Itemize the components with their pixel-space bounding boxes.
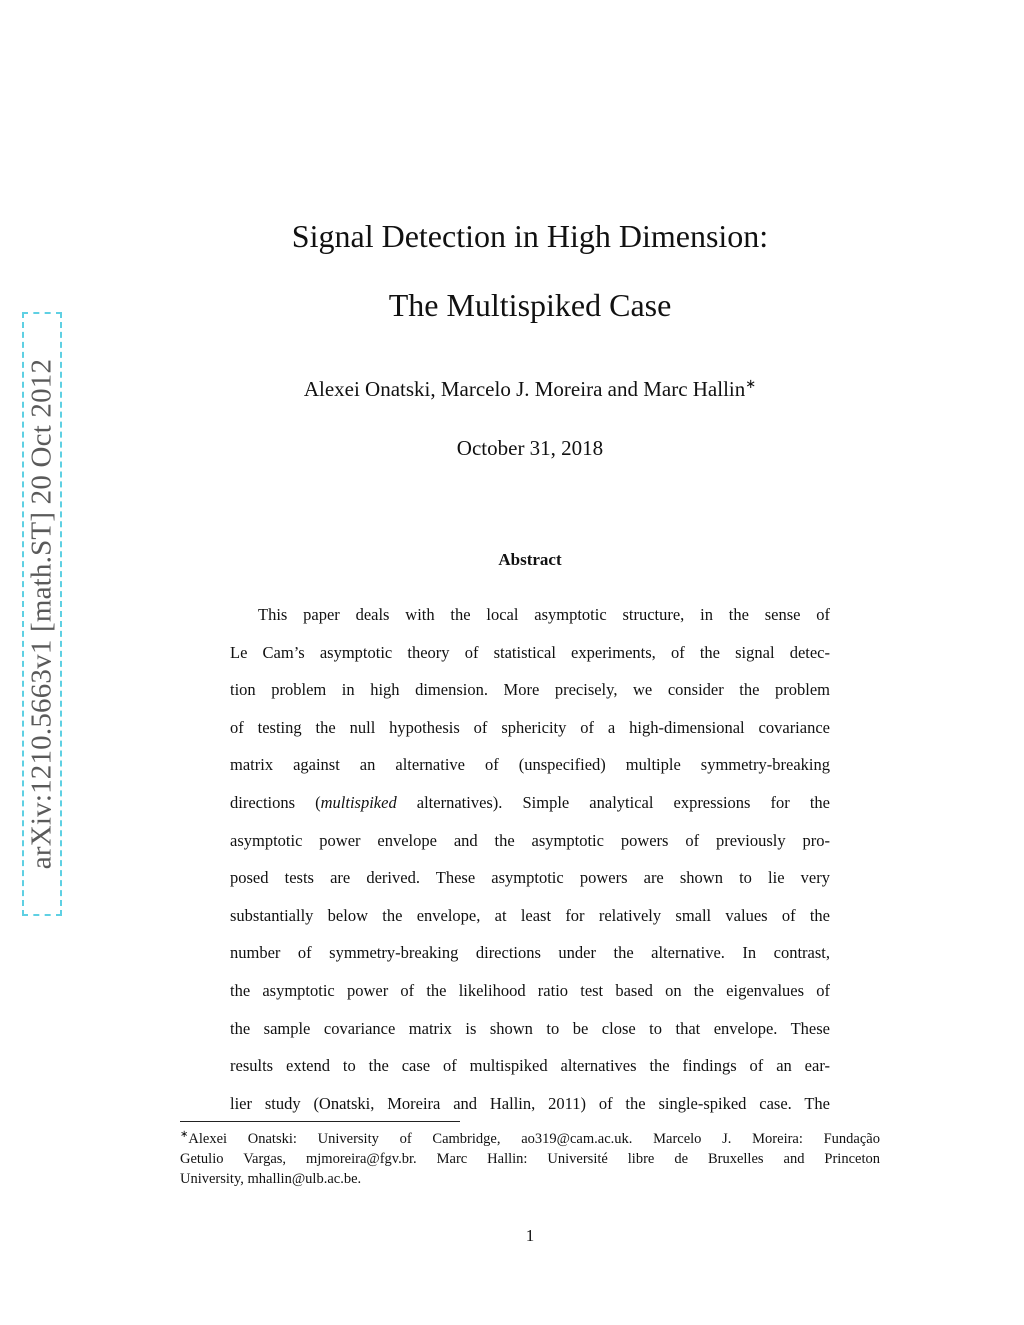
footnote-rule	[180, 1121, 460, 1122]
abstract-body	[230, 596, 830, 1122]
abstract-line: asymptotic power envelope and the asymptotic powers of previously pro-	[230, 830, 830, 850]
abstract-line-text: directions (	[230, 792, 321, 812]
abstract-emphasis: multispiked	[320, 792, 397, 812]
abstract-line-text: alternatives). Simple analytical expressions for the	[396, 792, 830, 812]
abstract-heading: Abstract	[498, 550, 562, 569]
paper-title-line-1: Signal Detection in High Dimension:	[291, 218, 769, 254]
abstract-line: lier study (Onatski, Moreira and Hallin, 2011) of the single-spiked case. The	[230, 1093, 830, 1113]
abstract-line: matrix against an alternative of (unspecified) multiple symmetry-breaking	[230, 755, 830, 775]
abstract-line: posed tests are derived. These asymptotic powers are shown to lie very	[230, 868, 830, 888]
abstract-line: number of symmetry-breaking directions under the alternative. In contrast,	[230, 943, 830, 963]
author-footnote-mark: ∗	[745, 376, 757, 391]
page-number: 1	[525, 1226, 535, 1245]
footnote-line	[180, 1125, 880, 1149]
abstract-line: results extend to the case of multispiked alternatives the findings of an ear-	[230, 1056, 830, 1076]
abstract-line: the sample covariance matrix is shown to be close to that envelope. These	[230, 1018, 830, 1038]
abstract-line: tion problem in high dimension. More precisely, we consider the problem	[230, 680, 830, 700]
author-names: Alexei Onatski, Marcelo J. Moreira and Marc Hallin	[303, 377, 746, 401]
footnote-line: Getulio Vargas, mjmoreira@fgv.br. Marc Hallin: Université libre de Bruxelles and Princeton	[180, 1150, 880, 1167]
date: October 31, 2018	[456, 436, 604, 460]
footnote-mark: ∗	[180, 1129, 189, 1140]
footnote-line: University, mhallin@ulb.ac.be.	[180, 1170, 362, 1187]
abstract-line: Le Cam’s asymptotic theory of statistical experiments, of the signal detec-	[230, 642, 830, 662]
authors	[180, 376, 880, 402]
arxiv-stamp	[22, 312, 62, 916]
abstract-line	[230, 784, 830, 822]
footnote	[180, 1125, 880, 1189]
paper-title-line-2: The Multispiked Case	[388, 287, 672, 323]
arxiv-id: arXiv:1210.5663v1 [math.ST] 20 Oct 2012	[25, 358, 58, 870]
footnote-line-text: Alexei Onatski: University of Cambridge, ao319@cam.ac.uk. Marcelo J. Moreira: Fundação	[188, 1130, 880, 1147]
abstract-line: of testing the null hypothesis of sphericity of a high-dimensional covariance	[230, 717, 830, 737]
abstract-line: This paper deals with the local asymptotic structure, in the sense of	[258, 605, 830, 624]
abstract-line: substantially below the envelope, at least for relatively small values of the	[230, 905, 830, 925]
abstract-line: the asymptotic power of the likelihood ratio test based on the eigenvalues of	[230, 980, 830, 1000]
